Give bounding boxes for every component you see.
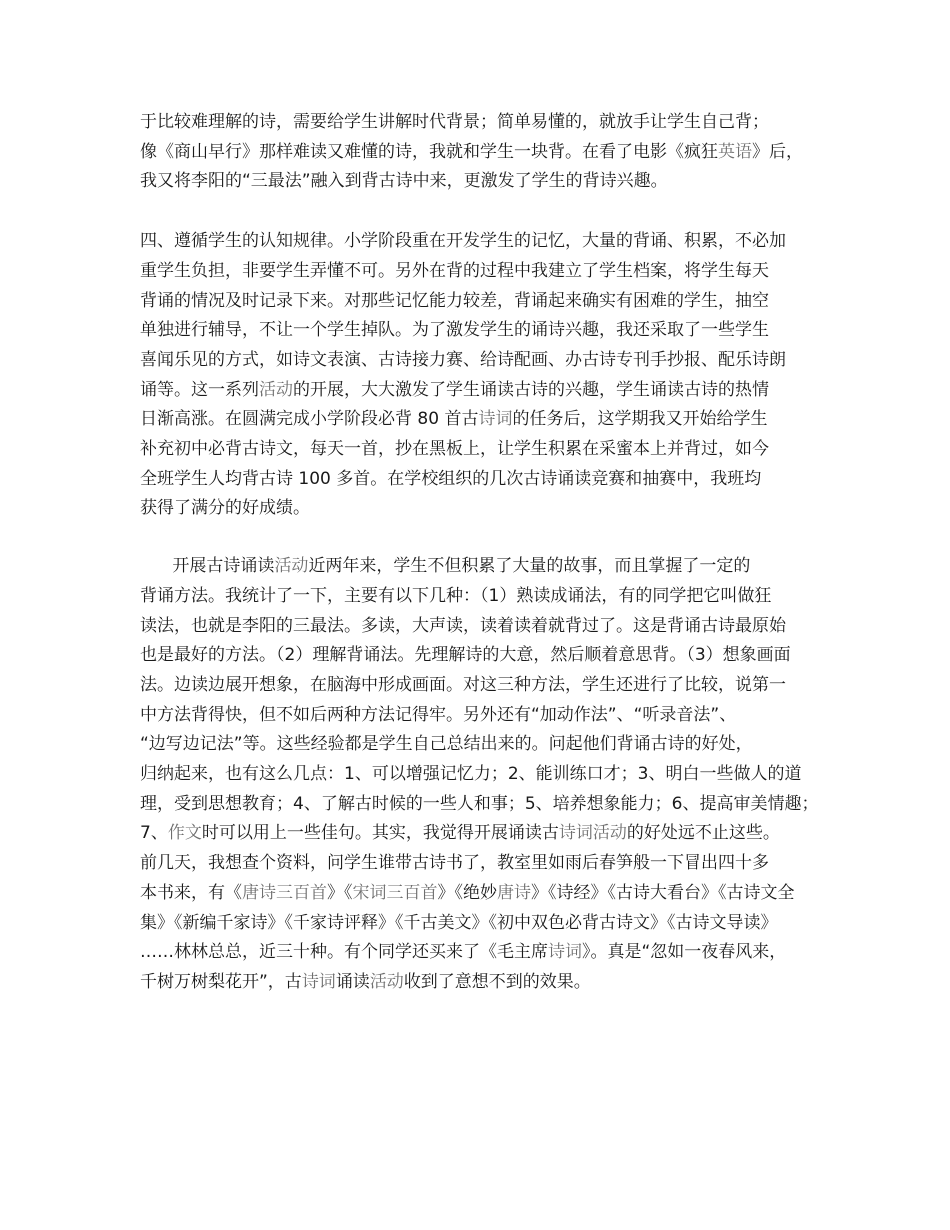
text-segment: ……林林总总，近三十种。有个同学还买来了《毛主席 — [140, 942, 548, 963]
text-segment: 的任务后，这学期我又开始给学生 — [512, 409, 768, 430]
text-segment: 归纳起来，也有这么几点：1、可以增强记忆力；2、能训练口才；3、明白一些做人的道 — [140, 764, 802, 785]
text-line — [140, 701, 820, 731]
text-segment: 我又将李阳的“三最法”融入到背古诗中来，更激发了学生的背诗兴趣。 — [140, 171, 668, 192]
text-segment: 也是最好的方法。（2）理解背诵法。先理解诗的大意，然后顺着意思背。（3）想象画面 — [140, 645, 791, 666]
text-line — [140, 730, 820, 760]
text-line — [140, 435, 820, 465]
paragraph-recitation-methods — [140, 552, 820, 998]
text-segment: 的开展，大大激发了学生诵读古诗的兴趣，学生诵读古诗的热情 — [293, 379, 769, 400]
text-segment: 单独进行辅导，不让一个学生掉队。为了激发学生的诵诗兴趣，我还采取了一些学生 — [140, 320, 769, 341]
text-segment: 读法，也就是李阳的三最法。多读，大声读，读着读着就背过了。这是背诵古诗最原始 — [140, 615, 786, 636]
text-segment: “边写边记法”等。这些经验都是学生自己总结出来的。问起他们背诵古诗的好处， — [140, 734, 753, 755]
inline-link[interactable]: 活动 — [274, 556, 309, 577]
text-line — [140, 167, 820, 197]
text-segment: 》《诗经》《古诗大看台》《古诗文全 — [531, 882, 795, 903]
text-segment: 获得了满分的好成绩。 — [140, 498, 310, 519]
text-segment: 本书来，有《 — [140, 882, 242, 903]
inline-link[interactable]: 作文 — [167, 823, 202, 844]
text-line — [140, 138, 820, 168]
text-segment: 》。真是“忽如一夜春风来， — [582, 942, 787, 963]
inline-link[interactable]: 诗词活动 — [558, 823, 627, 844]
text-line — [140, 316, 820, 346]
text-line — [140, 108, 820, 138]
text-segment: 诵等。这一系列 — [140, 379, 259, 400]
text-segment: 日渐高涨。在圆满完成小学阶段必背 80 首古 — [140, 409, 479, 430]
text-line — [140, 849, 820, 879]
text-line — [140, 346, 820, 376]
text-segment: 法。边读边展开想象，在脑海中形成画面。对这三种方法，学生还进行了比较，说第一 — [140, 674, 786, 695]
text-line — [140, 641, 820, 671]
text-line — [140, 582, 820, 612]
paragraph-continued — [140, 108, 820, 197]
document-body — [140, 108, 820, 998]
text-line — [140, 612, 820, 642]
text-segment: 中方法背得快，但不如后两种方法记得牢。另外还有“加动作法”、“听录音法”、 — [140, 704, 737, 725]
inline-link[interactable]: 唐诗 — [497, 882, 531, 903]
text-segment: 喜闻乐见的方式，如诗文表演、古诗接力赛、给诗配画、办古诗专刊手抄报、配乐诗朗 — [140, 349, 786, 370]
paragraph-gap — [140, 524, 820, 552]
text-segment: 于比较难理解的诗，需要给学生讲解时代背景；简单易懂的，就放手让学生自己背； — [140, 112, 769, 132]
inline-link[interactable]: 宋词三百首 — [352, 882, 438, 903]
text-line — [140, 790, 820, 820]
text-line — [140, 760, 820, 790]
text-segment: 》后， — [752, 141, 803, 162]
text-segment: 四、遵循学生的认知规律。小学阶段重在开发学生的记忆，大量的背诵、积累，不必加 — [140, 231, 786, 252]
paragraph-gap — [140, 197, 820, 227]
text-segment: 诵读 — [335, 971, 370, 992]
inline-link[interactable]: 英语 — [718, 141, 752, 162]
inline-link[interactable]: 活动 — [369, 971, 404, 992]
text-segment: 背诵方法。我统计了一下，主要有以下几种：（1）熟读成诵法，有的同学把它叫做狂 — [140, 585, 772, 606]
text-segment: 理，受到思想教育；4、了解古时候的一些人和事；5、培养想象能力；6、提高审美情趣； — [140, 793, 819, 814]
text-line — [140, 671, 820, 701]
text-line — [140, 405, 820, 435]
text-segment: 全班学生人均背古诗 100 多首。在学校组织的几次古诗诵读竞赛和抽赛中，我班均 — [140, 468, 762, 489]
text-line — [140, 968, 820, 998]
text-segment: 近两年来，学生不但积累了大量的故事，而且掌握了一定的 — [308, 556, 751, 577]
text-segment: 》《 — [327, 882, 353, 903]
text-line — [140, 552, 820, 582]
text-segment: 》《绝妙 — [437, 882, 497, 903]
inline-link[interactable]: 活动 — [259, 379, 293, 400]
text-line — [140, 879, 820, 909]
text-segment: 像《商山早行》那样难读又难懂的诗，我就和学生一块背。在看了电影《疯狂 — [140, 141, 718, 162]
text-line — [140, 257, 820, 287]
text-line — [140, 938, 820, 968]
text-segment: 集》《新编千家诗》《千家诗评释》《千古美文》《初中双色必背古诗文》《古诗文导读》 — [140, 912, 778, 933]
text-segment: 背诵的情况及时记录下来。对那些记忆能力较差，背诵起来确实有困难的学生，抽空 — [140, 290, 769, 311]
text-line — [140, 376, 820, 406]
text-line — [140, 287, 820, 317]
text-segment: 7、 — [140, 823, 168, 844]
inline-link[interactable]: 唐诗三百首 — [242, 882, 327, 903]
text-line — [140, 819, 820, 849]
inline-link[interactable]: 诗词 — [301, 971, 336, 992]
text-line — [140, 909, 820, 939]
text-segment: 的好处远不止这些。 — [626, 823, 780, 844]
text-segment: 时可以用上一些佳句。其实，我觉得开展诵读古 — [201, 823, 559, 844]
text-segment: 补充初中必背古诗文，每天一首，抄在黑板上，让学生积累在采蜜本上并背过，如今 — [140, 439, 769, 460]
text-line — [140, 494, 820, 524]
text-segment: 前几天，我想查个资料，问学生谁带古诗书了，教室里如雨后春笋般一下冒出四十多 — [140, 853, 769, 874]
text-line — [140, 465, 820, 495]
text-segment: 开展古诗诵读 — [140, 556, 275, 577]
text-segment: 千树万树梨花开”，古 — [140, 971, 302, 992]
paragraph-cognitive-rules — [140, 227, 820, 524]
text-segment: 重学生负担，非要学生弄懂不可。另外在背的过程中我建立了学生档案，将学生每天 — [140, 260, 769, 281]
inline-link[interactable]: 诗词 — [548, 942, 582, 963]
text-line — [140, 227, 820, 257]
inline-link[interactable]: 诗词 — [478, 409, 513, 430]
text-segment: 收到了意想不到的效果。 — [403, 971, 591, 992]
